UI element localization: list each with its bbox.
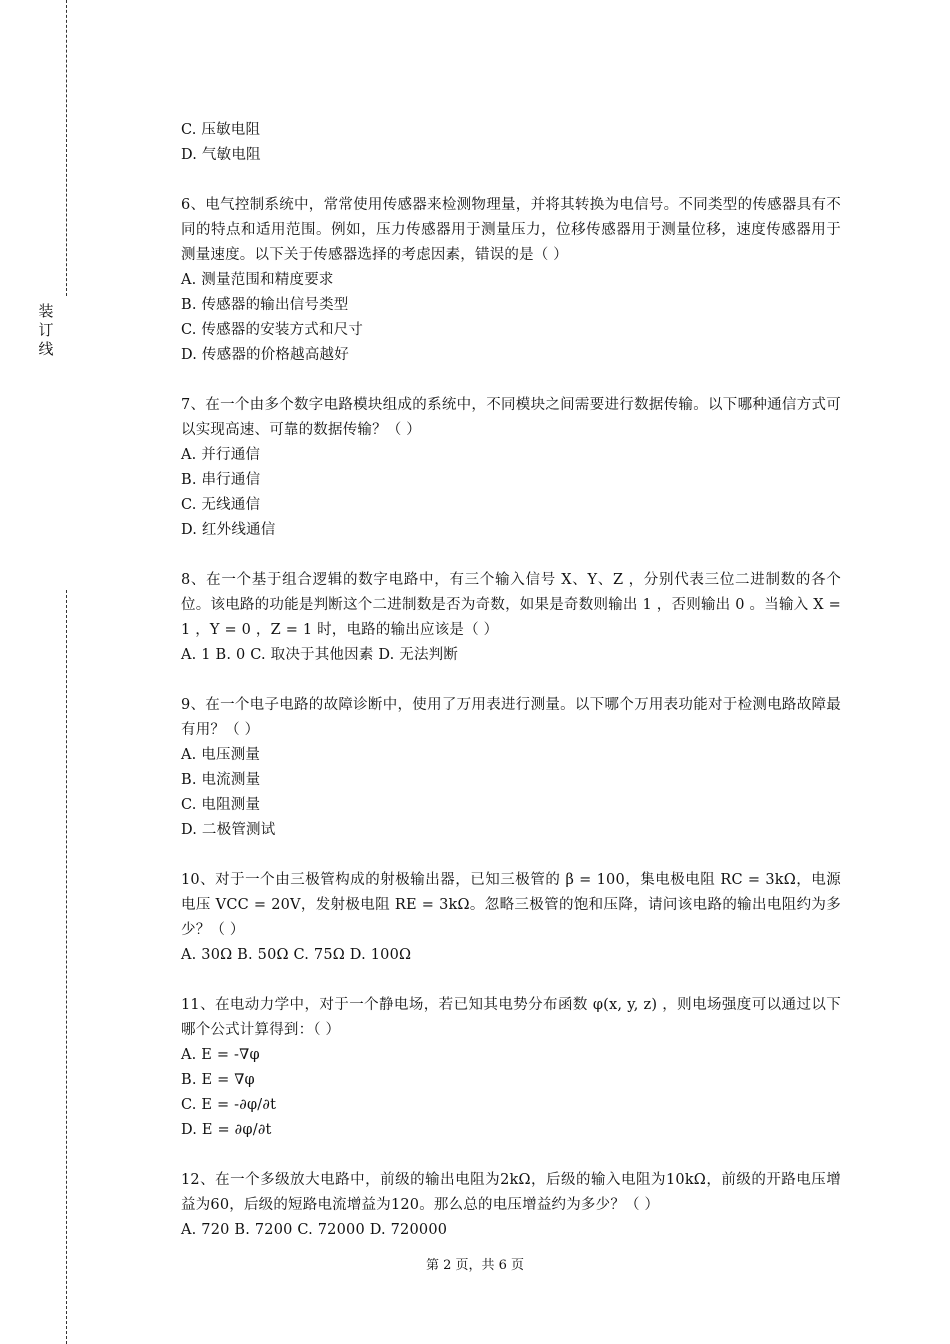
- option: A. 并行通信: [181, 447, 261, 463]
- option: A. 1 B. 0 C. 取决于其他因素 D. 无法判断: [181, 647, 459, 663]
- question-9: [181, 693, 841, 843]
- option: B. 串行通信: [181, 472, 261, 488]
- binding-char: 装: [38, 302, 54, 320]
- spacer: [181, 968, 841, 993]
- option: A. 测量范围和精度要求: [181, 272, 334, 288]
- binding-line-top: [66, 0, 67, 296]
- option: C. 电阻测量: [181, 797, 261, 813]
- spacer: [181, 843, 841, 868]
- binding-line-bottom: [66, 590, 67, 1344]
- spacer: [181, 368, 841, 393]
- question-stem: 10、对于一个由三极管构成的射极输出器，已知三极管的 β = 100，集电极电阻 RC = 3kΩ，电源电压 VCC = 20V，发射极电阻 RE = 3kΩ。忽略三极管的饱和压降，请问该电路的输出电阻约为多少？（ ）: [181, 872, 841, 938]
- option: A. 30Ω B. 50Ω C. 75Ω D. 100Ω: [181, 947, 412, 963]
- option: C. E = -∂φ/∂t: [181, 1097, 277, 1113]
- question-11: [181, 993, 841, 1143]
- option: D. E = ∂φ/∂t: [181, 1122, 272, 1138]
- question-6: [181, 193, 841, 368]
- option: B. E = ∇φ: [181, 1072, 255, 1088]
- option: B. 传感器的输出信号类型: [181, 297, 349, 313]
- binding-char: 线: [38, 340, 54, 358]
- option: C. 无线通信: [181, 497, 261, 513]
- question-stem: 11、在电动力学中，对于一个静电场，若已知其电势分布函数 φ(x, y, z) ，则电场强度可以通过以下哪个公式计算得到：（ ）: [181, 997, 841, 1038]
- option: B. 电流测量: [181, 772, 261, 788]
- question-stem: 6、电气控制系统中，常常使用传感器来检测物理量，并将其转换为电信号。不同类型的传感器具有不同的特点和适用范围。例如，压力传感器用于测量压力，位移传感器用于测量位移，速度传感器用于测量速度。以下关于传感器选择的考虑因素，错误的是（ ）: [181, 197, 841, 263]
- previous-question-options: [181, 118, 841, 168]
- question-stem: 9、在一个电子电路的故障诊断中，使用了万用表进行测量。以下哪个万用表功能对于检测电路故障最有用？（ ）: [181, 697, 841, 738]
- question-content: [181, 118, 841, 1243]
- option: D. 气敏电阻: [181, 147, 261, 163]
- option: D. 传感器的价格越高越好: [181, 347, 349, 363]
- question-10: [181, 868, 841, 968]
- question-stem: 7、在一个由多个数字电路模块组成的系统中，不同模块之间需要进行数据传输。以下哪种通信方式可以实现高速、可靠的数据传输？（ ）: [181, 397, 841, 438]
- spacer: [181, 668, 841, 693]
- question-stem: 8、在一个基于组合逻辑的数字电路中，有三个输入信号 X、Y、Z ，分别代表三位二进制数的各个位。该电路的功能是判断这个二进制数是否为奇数，如果是奇数则输出 1 ，否则输出 0 。当输入 X = 1 ，Y = 0 ，Z = 1 时，电路的输出应该是（ ）: [181, 572, 841, 638]
- option: D. 红外线通信: [181, 522, 276, 538]
- question-12: [181, 1168, 841, 1243]
- question-stem: 12、在一个多级放大电路中，前级的输出电阻为2kΩ，后级的输入电阻为10kΩ，前级的开路电压增益为60，后级的短路电流增益为120。那么总的电压增益约为多少？（ ）: [181, 1172, 841, 1213]
- question-8: [181, 568, 841, 668]
- binding-char: 订: [38, 321, 54, 339]
- option: D. 二极管测试: [181, 822, 276, 838]
- question-7: [181, 393, 841, 543]
- binding-label: [36, 302, 56, 359]
- option: A. 电压测量: [181, 747, 261, 763]
- option: A. E = -∇φ: [181, 1047, 260, 1063]
- option: C. 压敏电阻: [181, 122, 261, 138]
- spacer: [181, 1143, 841, 1168]
- option: C. 传感器的安装方式和尺寸: [181, 322, 364, 338]
- option: A. 720 B. 7200 C. 72000 D. 720000: [181, 1222, 448, 1238]
- spacer: [181, 168, 841, 193]
- page-number: 第 2 页，共 6 页: [425, 1258, 525, 1273]
- spacer: [181, 543, 841, 568]
